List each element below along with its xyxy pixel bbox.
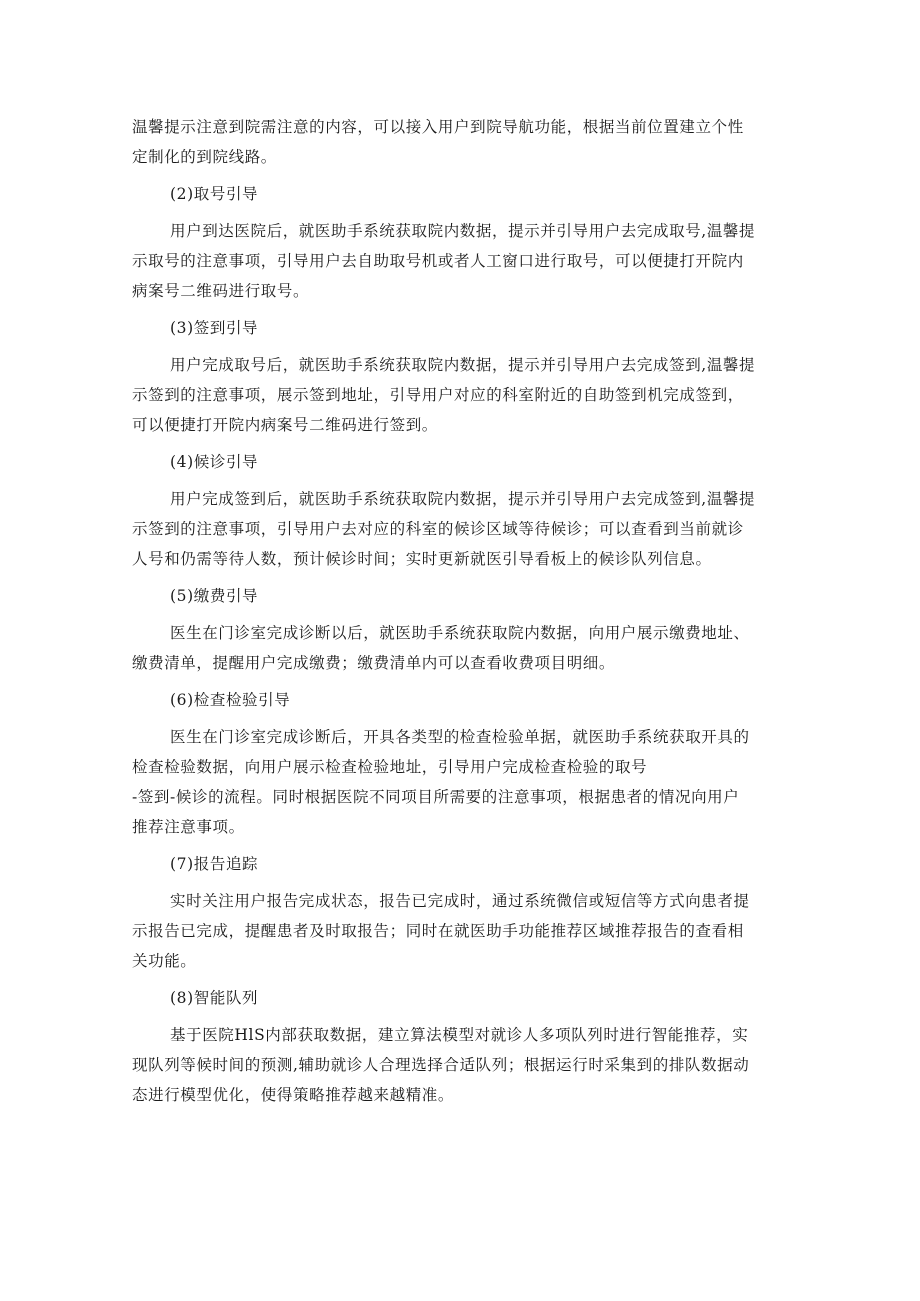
paragraph-line: 用户完成签到后，就医助手系统获取院内数据，提示并引导用户去完成签到,温馨提 [170, 490, 756, 508]
paragraph-line: 示报告已完成，提醒患者及时取报告；同时在就医助手功能推荐区域推荐报告的查看相 [132, 922, 744, 940]
section-heading: (4)候诊引导 [170, 453, 259, 471]
paragraph-line: 检查检验数据，向用户展示检查检验地址，引导用户完成检查检验的取号 [132, 758, 648, 776]
section-paragraph [132, 350, 790, 440]
paragraph-line: 医生在门诊室完成诊断以后，就医助手系统获取院内数据，向用户展示缴费地址、 [170, 624, 750, 642]
section-paragraph [132, 722, 790, 842]
paragraph-line: 病案号二维码进行取号。 [132, 282, 310, 300]
section-paragraph [132, 484, 790, 574]
paragraph-line: 用户到达医院后，就医助手系统获取院内数据，提示并引导用户去完成取号,温馨提 [170, 222, 756, 240]
paragraph-line: 医生在门诊室完成诊断后，开具各类型的检查检验单据，就医助手系统获取开具的 [170, 728, 750, 746]
paragraph-line: 温馨提示注意到院需注意的内容，可以接入用户到院导航功能，根据当前位置建立个性 [132, 118, 744, 136]
paragraph-line: 示取号的注意事项，引导用户去自助取号机或者人工窗口进行取号，可以便捷打开院内 [132, 252, 744, 270]
section-paragraph [132, 216, 790, 306]
paragraph-line: 缴费清单，提醒用户完成缴费；缴费清单内可以查看收费项目明细。 [132, 654, 616, 672]
section [132, 983, 790, 1110]
section-heading: (7)报告追踪 [170, 855, 259, 873]
section [132, 447, 790, 574]
paragraph-line: 态进行模型优化，使得策略推荐越来越精准。 [132, 1086, 455, 1104]
paragraph-line: 现队列等候时间的预测,辅助就诊人合理选择合适队列；根据运行时采集到的排队数据动 [132, 1056, 750, 1074]
section-heading: (2)取号引导 [170, 185, 259, 203]
paragraph-line: 实时关注用户报告完成状态，报告已完成时，通过系统微信或短信等方式向患者提 [170, 892, 750, 910]
paragraph-line: 用户完成取号后，就医助手系统获取院内数据，提示并引导用户去完成签到,温馨提 [170, 356, 756, 374]
paragraph-line: 基于医院HlS内部获取数据，建立算法模型对就诊人多项队列时进行智能推荐，实 [170, 1026, 749, 1044]
section [132, 179, 790, 306]
section-paragraph [132, 886, 790, 976]
section [132, 685, 790, 842]
section-heading: (6)检查检验引导 [170, 691, 291, 709]
document-page [132, 112, 790, 1110]
section-paragraph [132, 618, 790, 678]
section-heading: (3)签到引导 [170, 319, 259, 337]
section [132, 313, 790, 440]
section [132, 849, 790, 976]
intro-paragraph [132, 112, 790, 172]
paragraph-line: 推荐注意事项。 [132, 818, 245, 836]
paragraph-line: 示签到的注意事项，展示签到地址，引导用户对应的科室附近的自助签到机完成签到， [132, 386, 744, 404]
section-heading: (8)智能队列 [170, 989, 259, 1007]
section-paragraph [132, 1020, 790, 1110]
section [132, 581, 790, 678]
paragraph-line: 人号和仍需等待人数，预计候诊时间；实时更新就医引导看板上的候诊队列信息。 [132, 550, 712, 568]
paragraph-line: 关功能。 [132, 952, 197, 970]
section-heading: (5)缴费引导 [170, 587, 259, 605]
paragraph-line: 可以便捷打开院内病案号二维码进行签到。 [132, 416, 438, 434]
paragraph-line: 示签到的注意事项，引导用户去对应的科室的候诊区域等待候诊；可以查看到当前就诊 [132, 520, 744, 538]
paragraph-line: 定制化的到院线路。 [132, 148, 277, 166]
paragraph-line: -签到-候诊的流程。同时根据医院不同项目所需要的注意事项，根据患者的情况向用户 [132, 788, 740, 806]
